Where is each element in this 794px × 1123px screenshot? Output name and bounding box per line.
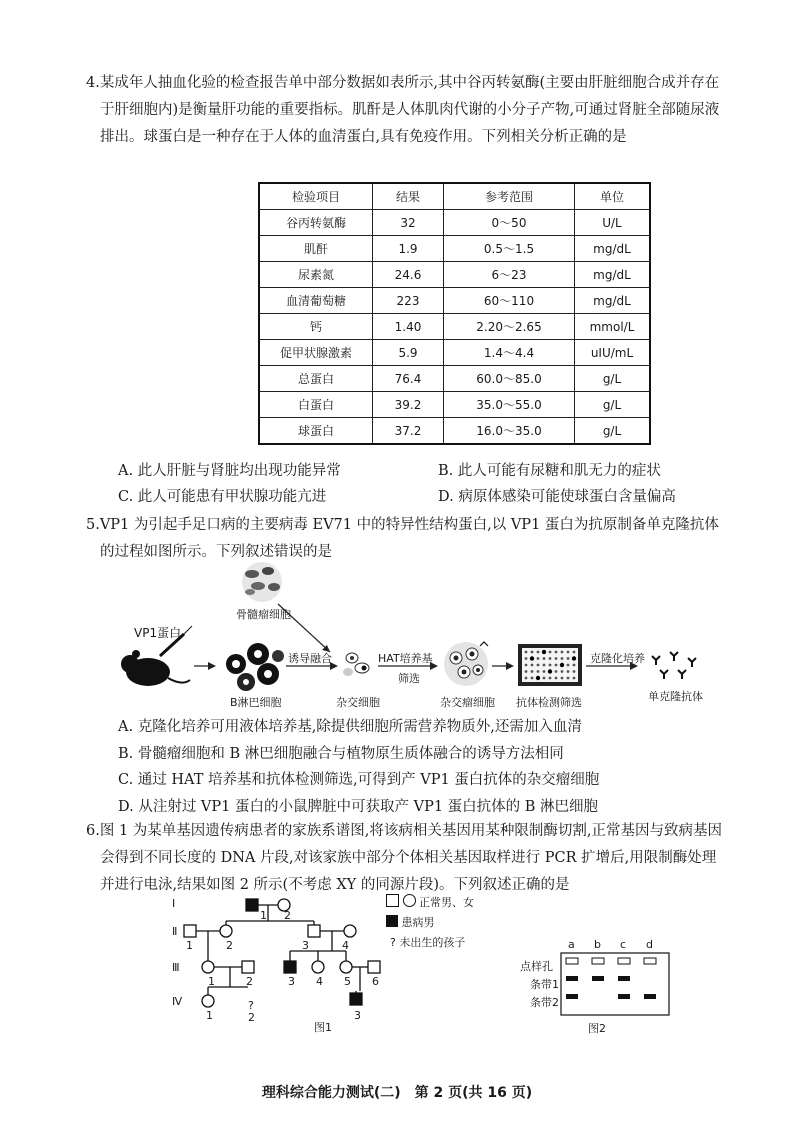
b-cell-label: B淋巴细胞 <box>230 696 282 709</box>
plate-well <box>555 664 558 667</box>
q4-options-row-1 <box>118 458 758 484</box>
plate-well <box>531 664 534 667</box>
plate-well <box>567 651 570 654</box>
table-cell: g/L <box>575 366 651 392</box>
myeloma-cells-image <box>242 562 282 602</box>
plate-well <box>567 677 570 680</box>
table-cell: 6～23 <box>444 262 575 288</box>
table-cell: 60.0～85.0 <box>444 366 575 392</box>
plate-well <box>561 657 564 660</box>
question-5-stem: 5.VP1 为引起手足口病的主要病毒 EV71 中的特异性结构蛋白,以 VP1 蛋白为抗原制备单克隆抗体的过程如图所示。下列叙述错误的是 <box>86 517 719 560</box>
q5-options <box>118 714 758 820</box>
table-cell: g/L <box>575 418 651 445</box>
table-cell: 60～110 <box>444 288 575 314</box>
table-cell: 1.40 <box>373 314 444 340</box>
plate-well <box>567 664 570 667</box>
screen-label: 筛选 <box>398 672 420 685</box>
band-c1 <box>618 976 630 981</box>
legend-affected: 患病男 <box>401 916 435 929</box>
table-row <box>259 340 650 366</box>
plate-well <box>567 657 570 660</box>
plate-well <box>530 656 534 660</box>
pedigree-number: 6 <box>372 975 379 988</box>
well-c <box>618 958 630 964</box>
table-cell: g/L <box>575 392 651 418</box>
plate-well <box>537 670 540 673</box>
table-cell: 促甲状腺激素 <box>259 340 373 366</box>
table-row <box>259 418 650 445</box>
pedigree-number: 3 <box>302 939 309 952</box>
table-cell: 16.0～35.0 <box>444 418 575 445</box>
plate-well <box>555 670 558 673</box>
band-a2 <box>566 994 578 999</box>
q4-options-row-2 <box>118 484 758 510</box>
plate-well <box>543 657 546 660</box>
q4-option-b[interactable]: B. 此人可能有尿糖和肌无力的症状 <box>438 463 661 479</box>
table-cell: 谷丙转氨酶 <box>259 210 373 236</box>
header-unit: 单位 <box>575 183 651 210</box>
table-cell: 2.20～2.65 <box>444 314 575 340</box>
plate-well <box>560 663 564 667</box>
table-cell: 球蛋白 <box>259 418 373 445</box>
pedigree-number: 1 <box>206 1009 213 1022</box>
legend-normal: 正常男、女 <box>419 896 474 909</box>
gen-I: Ⅰ <box>172 897 176 910</box>
q5-option-b[interactable]: B. 骨髓瘤细胞和 B 淋巴细胞融合与植物原生质体融合的诱导方法相同 <box>118 745 564 762</box>
plate-well <box>536 676 540 680</box>
question-6-stem: 6.图 1 为某单基因遗传病患者的家族系谱图,将该病相关基因用某种限制酶切割,正常基因与致病基因会得到不同长度的 DNA 片段,对该家族中部分个体相关基因取样进行 PCR 扩增后,用限制酶处理并进行电泳,结果如图 2 所示(不考虑 XY 的同源片段)。下列叙述正确的是 <box>86 823 722 893</box>
q4-option-d[interactable]: D. 病原体感染可能使球蛋白含量偏高 <box>438 489 676 505</box>
table-cell: 钙 <box>259 314 373 340</box>
gen-IV: Ⅳ <box>172 995 183 1008</box>
table-cell: 1.4～4.4 <box>444 340 575 366</box>
plate-well <box>543 664 546 667</box>
pedigree-number: 2 <box>248 1011 255 1024</box>
plate-well <box>543 677 546 680</box>
header-item: 检验项目 <box>259 183 373 210</box>
pedigree-labels <box>160 895 580 1045</box>
well-a <box>566 958 578 964</box>
table-cell: 37.2 <box>373 418 444 445</box>
gen-III: Ⅲ <box>172 961 180 974</box>
gel-bands <box>560 952 670 1016</box>
table-row <box>259 392 650 418</box>
band2-label: 条带2 <box>530 996 559 1009</box>
plate-well <box>561 651 564 654</box>
page-footer: 理科综合能力测试(二) 第 2 页(共 16 页) <box>261 1085 533 1101</box>
table-row <box>259 366 650 392</box>
table-cell: mg/dL <box>575 236 651 262</box>
table-cell: 血清葡萄糖 <box>259 288 373 314</box>
band1-label: 条带1 <box>530 978 559 991</box>
pedigree-number: 4 <box>342 939 349 952</box>
plate-well <box>555 677 558 680</box>
pedigree-number: 2 <box>226 939 233 952</box>
plate-well <box>525 670 528 673</box>
well-b <box>592 958 604 964</box>
lane-d-label: d <box>646 938 653 951</box>
plate-well <box>531 651 534 654</box>
table-cell: 1.9 <box>373 236 444 262</box>
table-cell: 尿素氮 <box>259 262 373 288</box>
hybrid-cell-label: 杂交细胞 <box>336 696 380 709</box>
q4-option-a[interactable]: A. 此人肝脏与肾脏均出现功能异常 <box>118 463 341 479</box>
table-cell: mg/dL <box>575 262 651 288</box>
myeloma-label: 骨髓瘤细胞 <box>236 608 291 621</box>
pedigree-number: 3 <box>354 1009 361 1022</box>
plate-well <box>555 651 558 654</box>
header-range: 参考范围 <box>444 183 575 210</box>
table-cell: 总蛋白 <box>259 366 373 392</box>
table-cell: 32 <box>373 210 444 236</box>
plate-well <box>525 677 528 680</box>
gel-figure <box>520 936 690 1036</box>
wells-label: 点样孔 <box>520 960 553 973</box>
pedigree-number: 2 <box>284 909 291 922</box>
pedigree-number: 5 <box>344 975 351 988</box>
plate-well <box>531 677 534 680</box>
plate-well <box>531 670 534 673</box>
screening-plate-image <box>518 644 582 686</box>
table-cell: uIU/mL <box>575 340 651 366</box>
plate-well <box>525 657 528 660</box>
plate-well <box>549 664 552 667</box>
plate-well <box>572 656 576 660</box>
pedigree-number: 4 <box>316 975 323 988</box>
table-cell: 5.9 <box>373 340 444 366</box>
lab-report-table <box>258 182 651 445</box>
table-cell: mmol/L <box>575 314 651 340</box>
plate-well <box>555 657 558 660</box>
legend-unborn: ? 未出生的孩子 <box>390 936 466 949</box>
q5-option-a[interactable]: A. 克隆化培养可用液体培养基,除提供细胞所需营养物质外,还需加入血清 <box>118 719 582 735</box>
q5-option-d[interactable]: D. 从注射过 VP1 蛋白的小鼠脾脏中可获取产 VP1 蛋白抗体的 B 淋巴细胞 <box>118 798 599 815</box>
b-lymphocytes-image <box>226 643 284 691</box>
table-cell: 0～50 <box>444 210 575 236</box>
unborn-child-mark: ? <box>248 999 254 1012</box>
q5-option-c[interactable]: C. 通过 HAT 培养基和抗体检测筛选,可得到产 VP1 蛋白抗体的杂交瘤细胞 <box>118 772 600 788</box>
hybridoma-label: 杂交瘤细胞 <box>440 696 495 709</box>
table-header-row <box>259 183 650 210</box>
plate-well <box>537 651 540 654</box>
plate-well <box>573 677 576 680</box>
gen-II: Ⅱ <box>172 925 178 938</box>
table-row <box>259 236 650 262</box>
plate-well <box>542 650 546 654</box>
table-cell: mg/dL <box>575 288 651 314</box>
plate-well <box>537 664 540 667</box>
table-row <box>259 314 650 340</box>
pedigree-legend <box>386 893 474 953</box>
plate-well <box>573 651 576 654</box>
table-cell: 35.0～55.0 <box>444 392 575 418</box>
band-b1 <box>592 976 604 981</box>
plate-well <box>561 670 564 673</box>
plate-well <box>525 651 528 654</box>
band-d2 <box>644 994 656 999</box>
band-a1 <box>566 976 578 981</box>
plate-well <box>573 670 576 673</box>
induce-fusion-label: 诱导融合 <box>288 652 332 665</box>
hat-medium-label: HAT培养基 <box>378 652 433 665</box>
pedigree-number: 1 <box>208 975 215 988</box>
table-cell: U/L <box>575 210 651 236</box>
band-c2 <box>618 994 630 999</box>
plate-well <box>548 669 552 673</box>
table-cell: 76.4 <box>373 366 444 392</box>
plate-well <box>561 677 564 680</box>
plate-well <box>573 664 576 667</box>
table-cell: 39.2 <box>373 392 444 418</box>
antibodies-image <box>652 652 696 679</box>
lane-b-label: b <box>594 938 601 951</box>
plate-well <box>549 677 552 680</box>
table-row <box>259 262 650 288</box>
plate-well <box>567 670 570 673</box>
pedigree-number: 2 <box>246 975 253 988</box>
pedigree-number: 3 <box>288 975 295 988</box>
table-cell: 223 <box>373 288 444 314</box>
plate-well <box>549 657 552 660</box>
figure1-caption: 图1 <box>314 1021 332 1034</box>
table-cell: 24.6 <box>373 262 444 288</box>
mab-label: 单克隆抗体 <box>648 690 703 703</box>
table-row <box>259 288 650 314</box>
question-4-stem: 4.某成年人抽血化验的检查报告单中部分数据如表所示,其中谷丙转氨酶(主要由肝脏细胞合成并存在于肝细胞内)是衡量肝功能的重要指标。肌酐是人体肌肉代谢的小分子产物,可通过肾脏全部随尿液排出。球蛋白是一种存在于人体的血清蛋白,具有免疫作用。下列相关分析正确的是 <box>86 75 720 145</box>
clone-culture-label: 克隆化培养 <box>590 652 645 665</box>
pedigree-number: 1 <box>186 939 193 952</box>
header-result: 结果 <box>373 183 444 210</box>
table-cell: 肌酐 <box>259 236 373 262</box>
plate-well <box>525 664 528 667</box>
lane-a-label: a <box>568 938 575 951</box>
antibody-screen-label: 抗体检测筛选 <box>516 696 582 709</box>
pedigree-number: 1 <box>260 909 267 922</box>
hybridoma-cells-image <box>444 642 488 686</box>
well-d <box>644 958 656 964</box>
plate-well <box>543 670 546 673</box>
plate-well <box>549 651 552 654</box>
q4-option-c[interactable]: C. 此人可能患有甲状腺功能亢进 <box>118 489 327 505</box>
hybrid-cells-image <box>343 653 369 676</box>
figure2-caption: 图2 <box>588 1022 606 1035</box>
table-row <box>259 210 650 236</box>
vp1-label: VP1蛋白 <box>134 626 182 640</box>
plate-well <box>537 657 540 660</box>
table-cell: 0.5～1.5 <box>444 236 575 262</box>
table-cell: 白蛋白 <box>259 392 373 418</box>
lane-c-label: c <box>620 938 627 951</box>
